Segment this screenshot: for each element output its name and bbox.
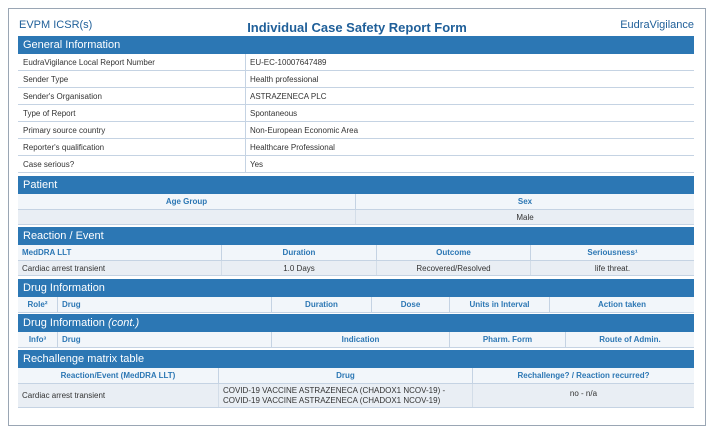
field-value: EU-EC-10007647489 bbox=[250, 58, 327, 67]
general-information-table bbox=[18, 54, 694, 173]
rechallenge-table bbox=[18, 368, 694, 408]
drug-information-cont-title: Drug Information bbox=[23, 317, 105, 329]
column-header-age-group: Age Group bbox=[18, 194, 356, 209]
column-header-route-of-admin: Route of Admin. bbox=[599, 335, 661, 344]
drug-information-header: Drug Information bbox=[18, 279, 694, 297]
duration-value: 1.0 Days bbox=[222, 261, 377, 275]
field-label: Type of Report bbox=[18, 105, 246, 121]
outcome-value: Recovered/Resolved bbox=[377, 261, 531, 275]
field-value: ASTRAZENECA PLC bbox=[250, 92, 327, 101]
column-header-pharm-form: Pharm. Form bbox=[450, 332, 566, 347]
table-row bbox=[18, 88, 694, 105]
column-header-outcome: Outcome bbox=[377, 245, 531, 260]
table-header-row bbox=[18, 245, 694, 261]
patient-header: Patient bbox=[18, 176, 694, 194]
rechallenge-result-value: no - n/a bbox=[569, 389, 598, 398]
table-row bbox=[18, 210, 694, 225]
field-label: Sender's Organisation bbox=[18, 88, 246, 104]
column-header-duration: Duration bbox=[272, 297, 372, 312]
rechallenge-header: Rechallenge matrix table bbox=[18, 350, 694, 368]
table-header-row bbox=[18, 297, 694, 313]
column-header-role: Role² bbox=[18, 297, 58, 312]
column-header-indication: Indication bbox=[272, 332, 450, 347]
rechallenge-drug-value bbox=[219, 384, 473, 407]
table-row bbox=[18, 261, 694, 276]
rechallenge-reaction-value: Cardiac arrest transient bbox=[18, 384, 219, 407]
field-value: Spontaneous bbox=[250, 109, 298, 118]
drug-table bbox=[18, 297, 694, 313]
column-header-meddra-llt: MedDRA LLT bbox=[18, 245, 222, 260]
column-header-action-taken: Action taken bbox=[597, 300, 646, 309]
column-header-seriousness: Seriousness¹ bbox=[587, 248, 638, 257]
table-row bbox=[18, 384, 694, 408]
column-header-reaction-event: Reaction/Event (MedDRA LLT) bbox=[18, 368, 219, 383]
table-header-row bbox=[18, 368, 694, 384]
column-header-info: Info³ bbox=[18, 332, 58, 347]
field-label: Primary source country bbox=[18, 122, 246, 138]
rechallenge-drug-line: COVID-19 VACCINE ASTRAZENECA (CHADOX1 NCOV-19) bbox=[223, 396, 441, 405]
column-header-rechallenge: Rechallenge? / Reaction recurred? bbox=[517, 371, 650, 380]
field-label: Sender Type bbox=[18, 71, 246, 87]
table-row bbox=[18, 156, 694, 173]
field-label: Reporter's qualification bbox=[18, 139, 246, 155]
reaction-event-header: Reaction / Event bbox=[18, 227, 694, 245]
field-label: EudraVigilance Local Report Number bbox=[18, 54, 246, 70]
meddra-llt-value: Cardiac arrest transient bbox=[18, 261, 222, 275]
column-header-duration: Duration bbox=[222, 245, 377, 260]
system-name-label: EudraVigilance bbox=[620, 19, 694, 31]
rechallenge-drug-line: COVID-19 VACCINE ASTRAZENECA (CHADOX1 NCOV-19) - bbox=[223, 386, 446, 395]
drug-cont-table bbox=[18, 332, 694, 348]
column-header-drug: Drug bbox=[219, 368, 473, 383]
table-row bbox=[18, 139, 694, 156]
field-value: Healthcare Professional bbox=[250, 143, 335, 152]
column-header-sex: Sex bbox=[517, 197, 533, 206]
age-group-value bbox=[18, 210, 356, 224]
drug-information-cont-header bbox=[18, 314, 694, 332]
field-value: Yes bbox=[250, 160, 264, 169]
table-header-row bbox=[18, 332, 694, 348]
sex-value: Male bbox=[516, 213, 534, 222]
report-type-label: EVPM ICSR(s) bbox=[19, 19, 93, 31]
table-header-row bbox=[18, 194, 694, 210]
column-header-drug: Drug bbox=[58, 332, 272, 347]
page-title: Individual Case Safety Report Form bbox=[247, 20, 467, 35]
patient-table bbox=[18, 194, 694, 225]
cont-label: (cont.) bbox=[108, 317, 140, 329]
table-row bbox=[18, 54, 694, 71]
table-row bbox=[18, 105, 694, 122]
field-value: Non-European Economic Area bbox=[250, 126, 359, 135]
field-value: Health professional bbox=[250, 75, 319, 84]
column-header-drug: Drug bbox=[58, 297, 272, 312]
reaction-table bbox=[18, 245, 694, 276]
field-label: Case serious? bbox=[18, 156, 246, 172]
column-header-dose: Dose bbox=[372, 297, 450, 312]
seriousness-value: life threat. bbox=[594, 264, 631, 273]
table-row bbox=[18, 122, 694, 139]
general-information-header: General Information bbox=[18, 36, 694, 54]
table-row bbox=[18, 71, 694, 88]
column-header-units-in-interval: Units in Interval bbox=[450, 297, 550, 312]
